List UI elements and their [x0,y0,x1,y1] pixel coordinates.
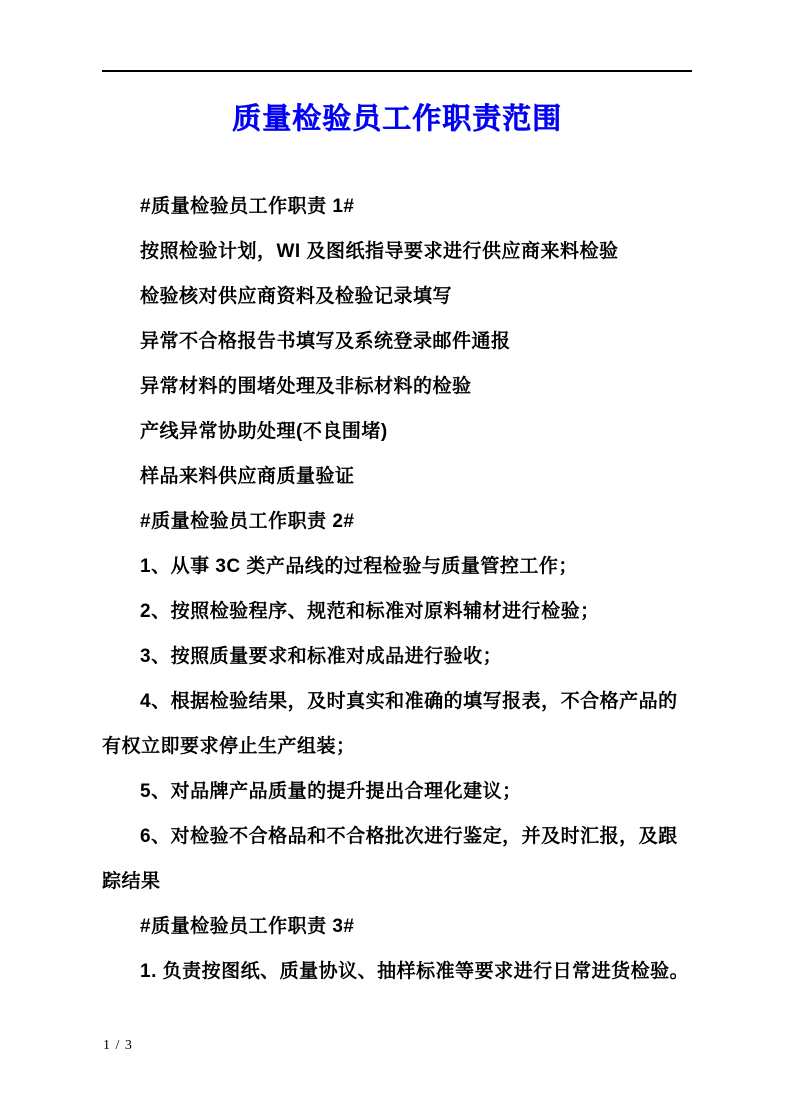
paragraph: 3、按照质量要求和标准对成品进行验收； [140,646,503,667]
page-number-indicator: 1 / 3 [103,1038,133,1053]
paragraph: 2、按照检验程序、规范和标准对原料辅材进行检验； [140,601,600,622]
paragraph: 6、对检验不合格品和不合格批次进行鉴定，并及时汇报，及跟踪结果 [102,826,678,892]
paragraph: 4、根据检验结果，及时真实和准确的填写报表，不合格产品的有权立即要求停止生产组装； [102,691,678,757]
paragraph: 1. 负责按图纸、质量协议、抽样标准等要求进行日常进货检验。 [140,961,690,982]
header-rule [102,70,692,72]
paragraph: #质量检验员工作职责 3# [140,916,355,937]
document-title: 质量检验员工作职责范围 [231,103,562,135]
paragraph: 按照检验计划，WI 及图纸指导要求进行供应商来料检验 [140,241,619,262]
paragraph: 产线异常协助处理(不良围堵) [140,421,388,442]
paragraph: #质量检验员工作职责 2# [140,511,355,532]
paragraph: 检验核对供应商资料及检验记录填写 [140,286,453,307]
paragraph: 异常不合格报告书填写及系统登录邮件通报 [140,331,511,352]
paragraph: 异常材料的围堵处理及非标材料的检验 [140,376,472,397]
paragraph: 1、从事 3C 类产品线的过程检验与质量管控工作； [140,556,578,577]
paragraph: 5、对品牌产品质量的提升提出合理化建议； [140,781,522,802]
paragraph: 样品来料供应商质量验证 [140,466,355,487]
document-body [102,184,692,994]
paragraph: #质量检验员工作职责 1# [140,196,355,217]
